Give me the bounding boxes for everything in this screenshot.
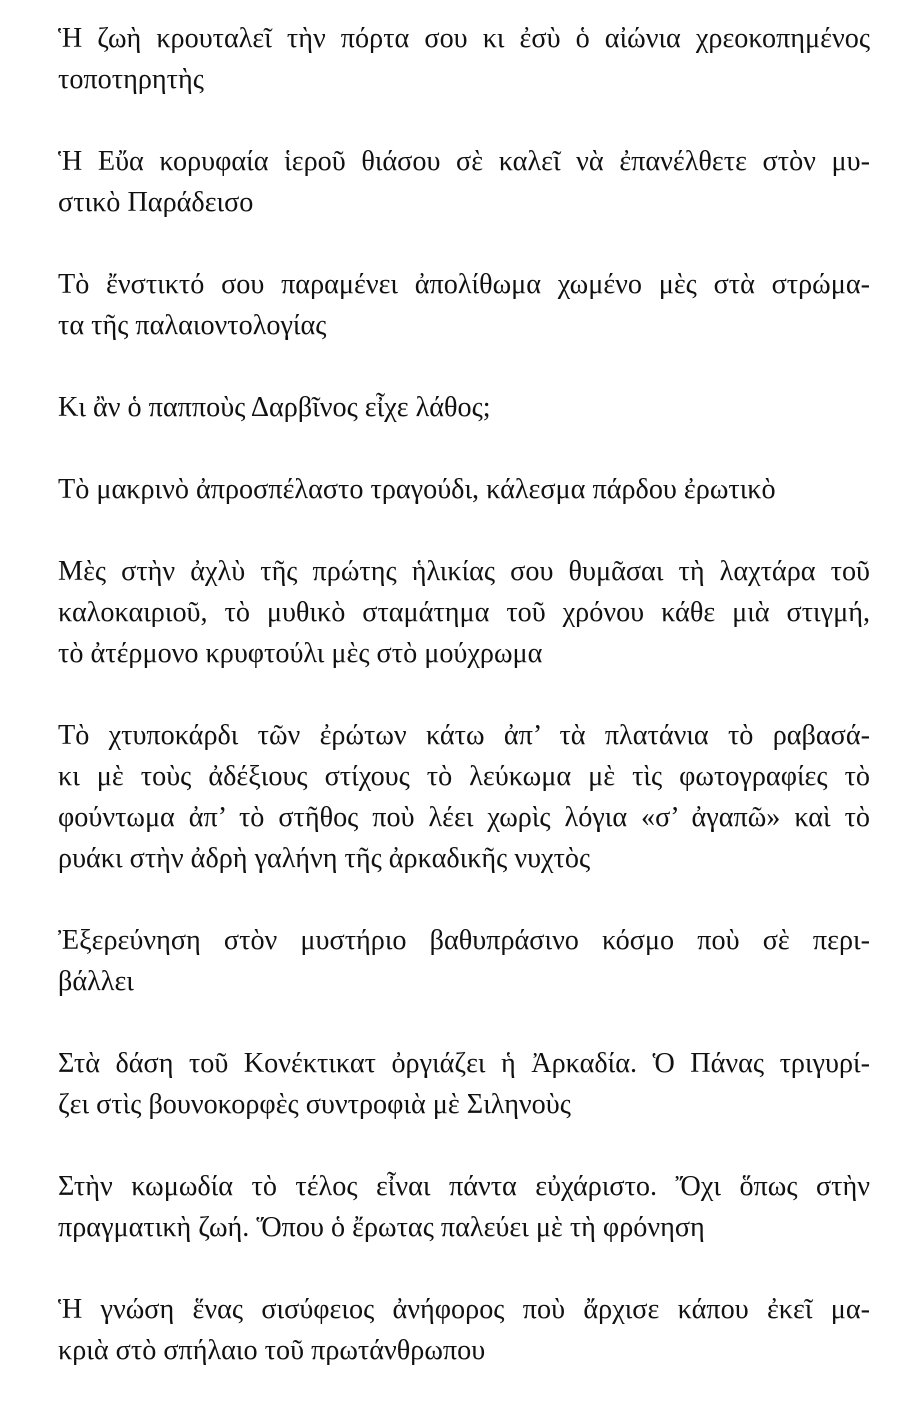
verse-line: κι μὲ τοὺς ἀδέξιους στίχους τὸ λεύκωμα μὲ τὶς φωτογραφίες τὸ	[58, 761, 870, 792]
verse-line: ζει στὶς βουνοκορφὲς συντροφιὰ μὲ Σιληνοὺς	[58, 1089, 571, 1120]
verse-line: φούντωμα ἀπ’ τὸ στῆθος ποὺ λέει χωρὶς λόγια «σ’ ἀγαπῶ» καὶ τὸ	[58, 802, 870, 833]
verse-line: Στὰ δάση τοῦ Κονέκτικατ ὀργιάζει ἡ Ἀρκαδία. Ὁ Πάνας τριγυρί-	[58, 1048, 870, 1079]
verse-line: Τὸ ἔνστικτό σου παραμένει ἀπολίθωμα χωμένο μὲς στὰ στρώμα-	[58, 269, 870, 300]
verse-line: Ἡ γνώση ἕνας σισύφειος ἀνήφορος ποὺ ἄρχισε κάπου ἐκεῖ μα-	[58, 1294, 870, 1325]
verse-line: Ἐξερεύνηση στὸν μυστήριο βαθυπράσινο κόσμο ποὺ σὲ περι-	[58, 925, 870, 956]
verse-line: τα τῆς παλαιοντολογίας	[58, 310, 327, 341]
poem-page	[58, 18, 870, 1412]
stanza	[58, 264, 870, 346]
stanza	[58, 1043, 870, 1125]
stanza	[58, 1289, 870, 1371]
verse-line: πραγματικὴ ζωή. Ὅπου ὁ ἔρωτας παλεύει μὲ τὴ φρόνηση	[58, 1212, 705, 1243]
stanza	[58, 715, 870, 879]
stanza	[58, 551, 870, 674]
verse-line: καλοκαιριοῦ, τὸ μυθικὸ σταμάτημα τοῦ χρόνου κάθε μιὰ στιγμή,	[58, 597, 870, 628]
stanza	[58, 920, 870, 1002]
stanza	[58, 18, 870, 100]
verse-line: Μὲς στὴν ἀχλὺ τῆς πρώτης ἡλικίας σου θυμᾶσαι τὴ λαχτάρα τοῦ	[58, 556, 870, 587]
verse-line: Ἡ ζωὴ κρουταλεῖ τὴν πόρτα σου κι ἐσὺ ὁ αἰώνια χρεοκοπημένος	[58, 23, 870, 54]
verse-line: Τὸ χτυποκάρδι τῶν ἐρώτων κάτω ἀπ’ τὰ πλατάνια τὸ ραβασά-	[58, 720, 870, 751]
verse-line: βάλλει	[58, 966, 134, 997]
verse-line: ρυάκι στὴν ἀδρὴ γαλήνη τῆς ἀρκαδικῆς νυχτὸς	[58, 843, 591, 874]
verse-line: τὸ ἀτέρμονο κρυφτούλι μὲς στὸ μούχρωμα	[58, 638, 543, 669]
stanza	[58, 387, 870, 428]
verse-line: Τὸ μακρινὸ ἀπροσπέλαστο τραγούδι, κάλεσμα πάρδου ἐρωτικὸ	[58, 474, 776, 505]
stanza	[58, 469, 870, 510]
verse-line: κριὰ στὸ σπήλαιο τοῦ πρωτάνθρωπου	[58, 1335, 486, 1366]
verse-line: τοποτηρητὴς	[58, 64, 204, 95]
verse-line: Στὴν κωμωδία τὸ τέλος εἶναι πάντα εὐχάριστο. Ὄχι ὅπως στὴν	[58, 1171, 870, 1202]
stanza	[58, 141, 870, 223]
stanza	[58, 1166, 870, 1248]
verse-line: Κι ἂν ὁ παπποὺς Δαρβῖνος εἶχε λάθος;	[58, 392, 491, 423]
verse-line: Ἡ Εὔα κορυφαία ἱεροῦ θιάσου σὲ καλεῖ νὰ ἐπανέλθετε στὸν μυ-	[58, 146, 870, 177]
verse-line: στικὸ Παράδεισο	[58, 187, 254, 218]
